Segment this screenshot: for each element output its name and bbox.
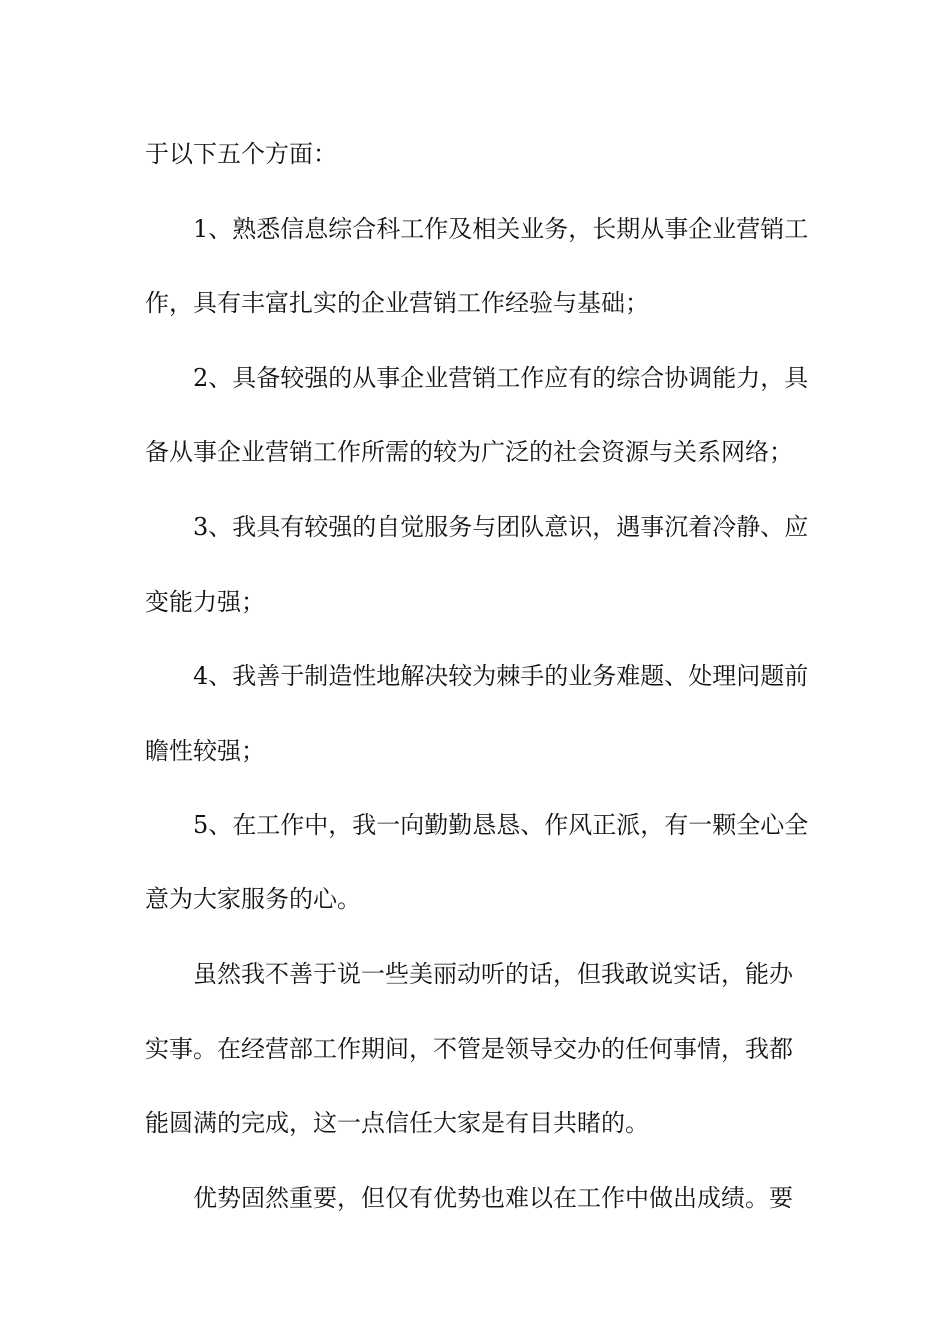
text-line: 虽然我不善于说一些美丽动听的话，但我敢说实话，能办 (193, 960, 793, 988)
text-line: 2、具备较强的从事企业营销工作应有的综合协调能力，具 (193, 364, 809, 392)
text-line: 4、我善于制造性地解决较为棘手的业务难题、处理问题前 (193, 662, 809, 690)
text-line: 备从事企业营销工作所需的较为广泛的社会资源与关系网络； (145, 438, 793, 466)
text-line: 意为大家服务的心。 (145, 885, 361, 913)
text-line: 于以下五个方面： (145, 140, 337, 168)
text-line: 作，具有丰富扎实的企业营销工作经验与基础； (145, 289, 649, 317)
text-line: 瞻性较强； (145, 737, 265, 765)
text-line: 3、我具有较强的自觉服务与团队意识，遇事沉着冷静、应 (193, 513, 809, 541)
text-line: 变能力强； (145, 588, 265, 616)
text-line: 优势固然重要，但仅有优势也难以在工作中做出成绩。要 (193, 1184, 793, 1212)
text-line: 5、在工作中，我一向勤勤恳恳、作风正派，有一颗全心全 (193, 811, 809, 839)
text-line: 实事。在经营部工作期间，不管是领导交办的任何事情，我都 (145, 1035, 793, 1063)
text-line: 能圆满的完成，这一点信任大家是有目共睹的。 (145, 1109, 649, 1137)
text-line: 1、熟悉信息综合科工作及相关业务，长期从事企业营销工 (193, 215, 809, 243)
